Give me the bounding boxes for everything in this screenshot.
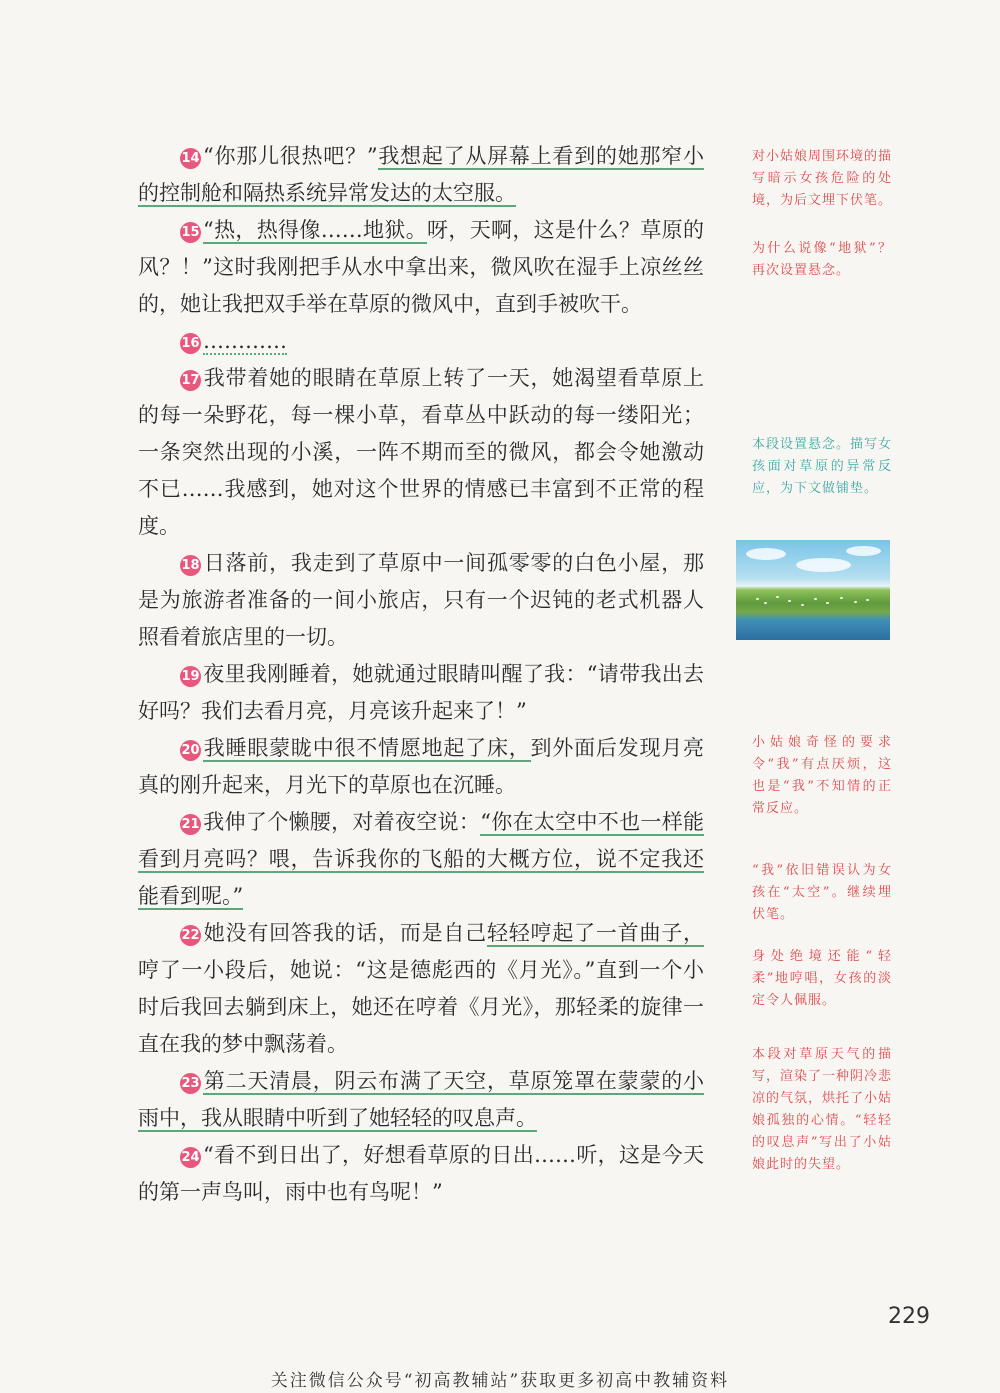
paragraph-number: 22 <box>180 925 201 946</box>
underlined-text: 我从眼睛中听到了她轻轻的叹息声。 <box>201 1106 537 1130</box>
paragraph-number: 17 <box>180 370 201 391</box>
paragraph-number: 24 <box>180 1147 201 1168</box>
paragraph-21: 21 我伸了个懒腰，对着夜空说：“你在太空中不也一样能看到月亮吗？喂，告诉我你的飞船的大概方位，说不定我还能看到呢。” <box>138 810 704 908</box>
margin-note-3: 本段设置悬念。描写女孩面对草原的异常反应，为下文做铺垫。 <box>752 437 893 496</box>
paragraph-17: 17 我带着她的眼睛在草原上转了一天，她渴望看草原上的每一朵野花，每一棵小草，看草丛中跃动的每一缕阳光；一条突然出现的小溪，一阵不期而至的微风，都会令她激动不已……我感到，她对这个世界的情感已丰富到不正常的程度。 <box>138 366 704 538</box>
margin-note-1: 对小姑娘周围环境的描写暗示女孩危险的处境，为后文埋下伏笔。 <box>752 149 893 208</box>
ellipsis-dots: ………… <box>203 329 287 353</box>
underlined-text: 第二天清晨，阴云布满了天空，草原笼罩在蒙蒙的小雨中， <box>138 1069 704 1130</box>
underlined-text: 轻轻哼起了一首曲子， <box>486 921 705 945</box>
paragraph-number: 15 <box>180 222 201 243</box>
page-number: 229 <box>888 1304 930 1329</box>
paragraph-24: 24 “看不到日出了，好想看草原的日出……听，这是今天的第一声鸟叫，雨中也有鸟呢！” <box>138 1143 704 1204</box>
underlined-text: “热，热得像……地狱。 <box>203 218 428 242</box>
margin-note-7: 本段对草原天气的描写，渲染了一种阴冷悲凉的气氛，烘托了小姑娘孤独的心情。“轻轻的叹息声”写出了小姑娘此时的失望。 <box>752 1047 893 1172</box>
paragraph-23 <box>138 1063 704 1137</box>
footer-text: 关注微信公众号“初高教辅站”获取更多初高中教辅资料 <box>270 1371 730 1391</box>
margin-note-5: “我”依旧错误认为女孩在“太空”。继续埋伏笔。 <box>752 863 892 922</box>
paragraph-number: 18 <box>180 555 201 576</box>
paragraph-number: 21 <box>180 814 201 835</box>
paragraph-14: 14 “你那儿很热吧？”我想起了从屏幕上看到的她那窄小的控制舱和隔热系统异常发达的太空服。 <box>138 144 705 205</box>
paragraph-20: 20 我睡眼蒙眬中很不情愿地起了床，到外面后发现月亮真的刚升起来，月光下的草原也在沉睡。 <box>138 736 705 797</box>
paragraph-15: 15 “热，热得像……地狱。呀，天啊，这是什么？草原的风？！”这时我刚把手从水中拿出来，微风吹在湿手上凉丝丝的，她让我把双手举在草原的微风中，直到手被吹干。 <box>138 218 704 316</box>
paragraph-number: 14 <box>180 148 201 169</box>
paragraph-18: 18 日落前，我走到了草原中一间孤零零的白色小屋，那是为旅游者准备的一间小旅店，只有一个迟钝的老式机器人照看着旅店里的一切。 <box>138 551 704 649</box>
paragraph-22: 22 她没有回答我的话，而是自己轻轻哼起了一首曲子，哼了一小段后，她说：“这是德彪西的《月光》。”直到一个小时后我回去躺到床上，她还在哼着《月光》，那轻柔的旋律一直在我的梦中飘荡着。 <box>138 921 705 1056</box>
paragraph-number: 23 <box>180 1073 201 1094</box>
underlined-text: 我睡眼蒙眬中很不情愿地起了床， <box>203 736 531 760</box>
main-text <box>138 138 704 1211</box>
paragraph-number: 16 <box>180 333 201 354</box>
underlined-text: 我想起了从屏幕上看到的她那窄小的控制舱和隔热系统异常发达的太空服。 <box>138 144 705 205</box>
margin-note-4: 小姑娘奇怪的要求令“我”有点厌烦，这也是“我”不知情的正常反应。 <box>752 735 892 816</box>
margin-note-6: 身处绝境还能“轻柔”地哼唱，女孩的淡定令人佩服。 <box>752 949 892 1008</box>
paragraph-number: 19 <box>180 666 201 687</box>
margin-note-2: 为什么说像“地狱”？再次设置悬念。 <box>752 241 892 278</box>
paragraph-19: 19 夜里我刚睡着，她就通过眼睛叫醒了我：“请带我出去好吗？我们去看月亮，月亮该升起来了！” <box>138 662 704 723</box>
grassland-photo <box>736 540 890 640</box>
underlined-text: “你在太空中不也一样能看到月亮吗？喂，告诉我你的飞船的大概方位，说不定我还能看到呢。” <box>138 810 704 908</box>
paragraph-number: 20 <box>180 740 201 761</box>
paragraph-16 <box>138 323 704 360</box>
